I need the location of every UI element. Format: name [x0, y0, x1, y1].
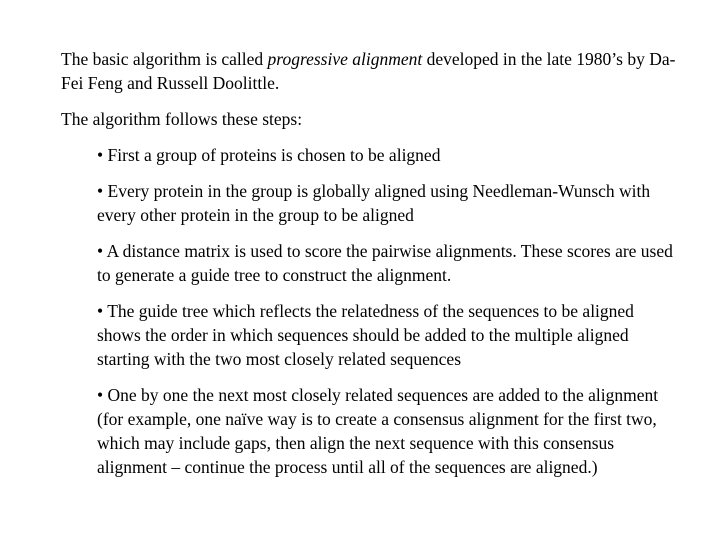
step-item — [97, 383, 682, 479]
bullet-marker: • — [97, 385, 104, 405]
step-item — [97, 299, 682, 371]
intro-text-before: The basic algorithm is called — [61, 49, 268, 69]
intro-text-after: developed in the late 1980’s by Da-Fei Feng and Russell Doolittle. — [61, 49, 676, 93]
step-text: The guide tree which reflects the relatedness of the sequences to be aligned shows the order in which sequences should be added to the multiple aligned starting with the two most closely related sequences — [97, 301, 634, 369]
bullet-marker: • — [97, 301, 104, 321]
step-item — [97, 143, 682, 167]
step-text: Every protein in the group is globally aligned using Needleman-Wunsch with every other protein in the group to be aligned — [97, 181, 651, 225]
intro-paragraph — [61, 47, 681, 95]
bullet-marker: • — [97, 181, 104, 201]
step-text: One by one the next most closely related sequences are added to the alignment (for example, one naïve way is to create a consensus alignment for the first two, which may include gaps, then align the next sequence with this consensus alignment – continue the process until all of the sequences are aligned.) — [97, 385, 659, 477]
bullet-marker: • — [97, 241, 104, 261]
steps-intro: The algorithm follows these steps: — [61, 109, 303, 129]
step-text: First a group of proteins is chosen to be aligned — [107, 145, 441, 165]
steps-list — [97, 143, 682, 491]
step-item — [97, 239, 682, 287]
step-item — [97, 179, 682, 227]
bullet-marker: • — [97, 145, 104, 165]
intro-emphasis: progressive alignment — [267, 49, 423, 69]
step-text: A distance matrix is used to score the pairwise alignments. These scores are used to generate a guide tree to construct the alignment. — [97, 241, 673, 285]
